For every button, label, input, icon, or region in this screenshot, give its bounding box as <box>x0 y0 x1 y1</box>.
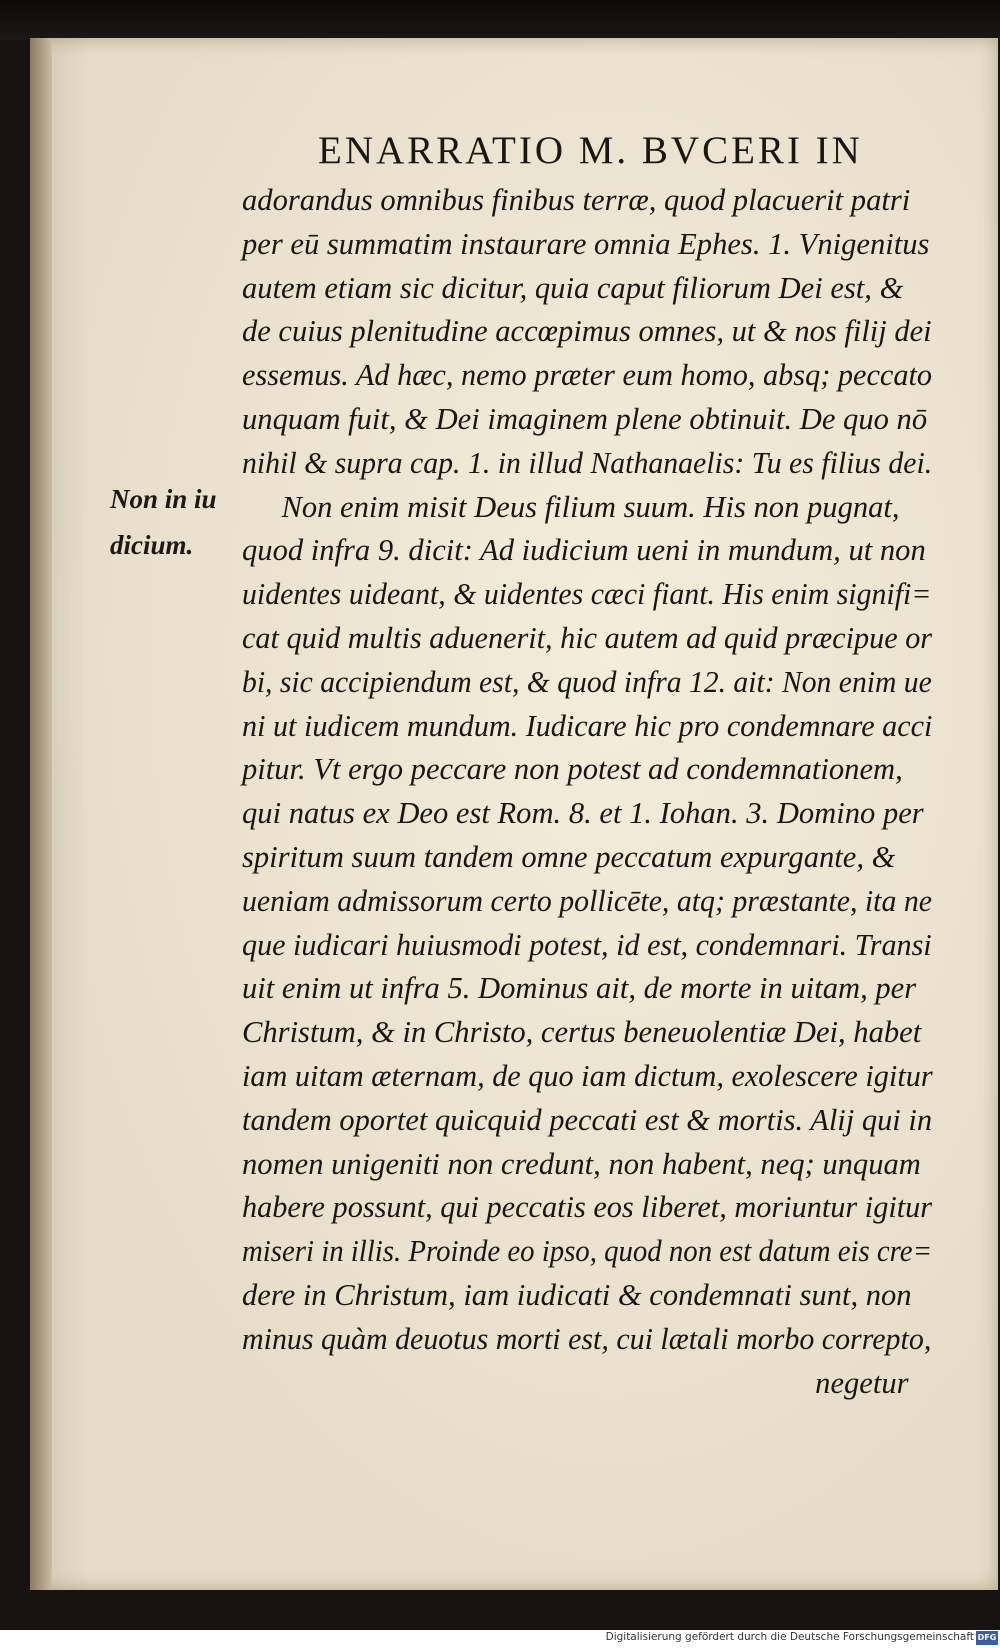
text-line: per eū summatim instaurare omnia Ephes. 1. Vnigenitus <box>242 225 930 261</box>
text-line: uidentes uideant, & uidentes cæci fiant. His enim signifi= <box>242 576 932 612</box>
text-line: nomen unigeniti non credunt, non habent, neq; unquam <box>242 1145 921 1181</box>
text-line: Christum, & in Christo, certus beneuolentiæ Dei, habet <box>242 1014 922 1050</box>
running-head: ENARRATIO M. BVCERI IN <box>318 129 863 172</box>
body-text <box>242 178 942 1404</box>
catchword: negetur <box>815 1364 909 1400</box>
text-line: unquam fuit, & Dei imaginem plene obtinuit. De quo nō <box>242 400 928 436</box>
text-line: iam uitam æternam, de quo iam dictum, exolescere igitur <box>242 1057 933 1093</box>
text-line: habere possunt, qui peccatis eos liberet, moriuntur igitur <box>242 1189 933 1225</box>
text-line: essemus. Ad hæc, nemo præter eum homo, absq; peccato <box>242 357 933 393</box>
text-line: dere in Christum, iam iudicati & condemnati sunt, non <box>242 1276 912 1312</box>
footer-credit: Digitalisierung gefördert durch die Deutsche Forschungsgemeinschaft <box>605 1631 974 1643</box>
page-gutter <box>30 38 52 1590</box>
text-line: autem etiam sic dicitur, quia caput filiorum Dei est, & <box>242 269 904 305</box>
text-line: cat quid multis aduenerit, hic autem ad quid præcipue or <box>242 619 933 655</box>
text-line: ni ut iudicem mundum. Iudicare hic pro condemnare acci <box>242 707 933 743</box>
text-line: de cuius plenitudine accœpimus omnes, ut & nos filij dei <box>242 313 932 349</box>
margin-note-line: Non in iu <box>110 484 217 514</box>
text-line: minus quàm deuotus morti est, cui lætali morbo correpto, <box>242 1320 932 1356</box>
text-line: miseri in illis. Proinde eo ipso, quod non est datum eis cre= <box>242 1233 933 1269</box>
text-line: que iudicari huiusmodi potest, id est, condemnari. Transi <box>242 926 932 962</box>
text-line: tandem oportet quicquid peccati est & mortis. Alij qui in <box>242 1101 933 1137</box>
text-line: nihil & supra cap. 1. in illud Nathanaelis: Tu es filius dei. <box>242 444 933 480</box>
text-line: quod infra 9. dicit: Ad iudicium ueni in mundum, ut non <box>242 532 926 568</box>
text-line: adorandus omnibus finibus terræ, quod placuerit patri <box>242 182 911 217</box>
dfg-logo-icon: DFG <box>976 1631 998 1645</box>
text-line: pitur. Vt ergo peccare non potest ad condemnationem, <box>242 751 903 787</box>
margin-note-line: dicium. <box>110 530 194 560</box>
text-line: ueniam admissorum certo pollicēte, atq; præstante, ita ne <box>242 882 932 918</box>
text-line: Non enim misit Deus filium suum. His non pugnat, <box>281 488 900 524</box>
text-line: uit enim ut infra 5. Dominus ait, de morte in uitam, per <box>242 970 917 1006</box>
text-line: spiritum suum tandem omne peccatum expurgante, & <box>242 838 896 874</box>
book-top-edge <box>0 0 1000 40</box>
margin-note <box>110 476 220 568</box>
text-line: bi, sic accipiendum est, & quod infra 12. ait: Non enim ue <box>242 663 932 699</box>
text-line: qui natus ex Deo est Rom. 8. et 1. Iohan. 3. Domino per <box>242 795 924 831</box>
